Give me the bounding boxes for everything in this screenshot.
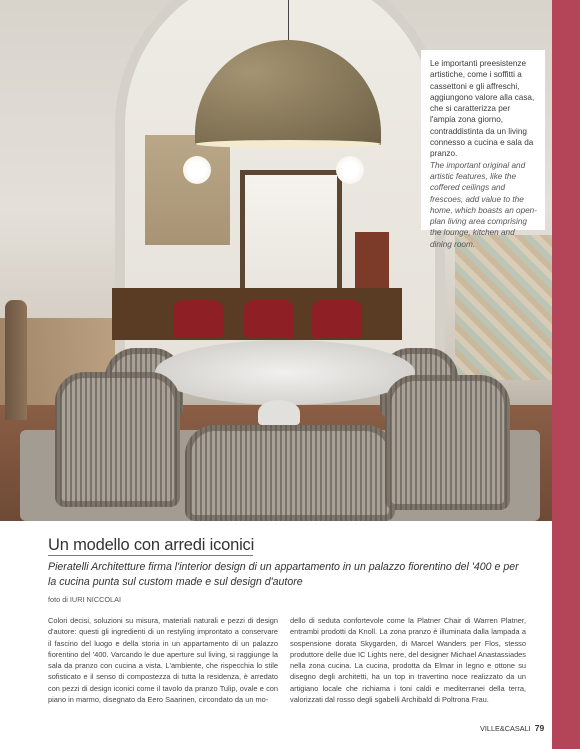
red-stool [244, 300, 294, 338]
pendant-lamp-rim [195, 140, 381, 148]
fresco-wall [455, 235, 552, 380]
photo-credit: foto di IURI NICCOLAI [48, 595, 121, 604]
sidebar-accent-bar [552, 0, 580, 749]
page-number: 79 [534, 723, 545, 733]
red-stool [173, 300, 223, 338]
globe-light [336, 156, 364, 184]
tulip-table [155, 340, 415, 405]
caption-italian: Le importanti preesistenze artistiche, come i soffitti a cassettoni e gli affreschi, aggiungono valore alla casa, che si caratterizza per l'ampia zona giorno, contraddistinta da un living connesso a cucina e sala da pranzo. [430, 59, 535, 159]
article-headline: Un modello con arredi iconici [48, 536, 255, 554]
article-standfirst: Pieratelli Architetture firma l'interior design di un appartamento in un palazzo fiorentino del '400 e per la cucina punta sul custom made e sul design d'autore [48, 561, 519, 588]
platner-chair [185, 425, 395, 521]
page-folio [480, 723, 544, 733]
kitchen-hood [145, 135, 230, 245]
kitchen-window [240, 170, 342, 295]
body-column-1: Colori decisi, soluzioni su misura, materiali naturali e pezzi di design d'autore: questi gli ingredienti di un restyling improntato a conservare il fascino del luogo e della storia in un appartamento di un palazzo fiorentino del '400. Varcando le due aperture sul living, si raggiunge la sala da pranzo con cucina a vista. L'ambiente, che rispecchia lo stile sofisticato e il senso di compostezza di tutta la residenza, è arredato con pezzi di design iconici come il tavolo da pranzo Tulip, ovale e con piano in marmo, disegnato da Eero Saarinen, circondato da un mo- [48, 616, 278, 705]
photo-caption [421, 50, 545, 249]
body-column-2: dello di seduta confortevole come la Platner Chair di Warren Platner, entrambi prodotti da Knoll. La zona pranzo è illuminata dalla lampada a sospensione dorata Skygarden, di Marcel Wanders per Flos, stesso produttore delle due IC Lights nere, del designer Michael Anastassiades nella zona cucina. La cucina, prodotta da Elmar in legno e ottone su disegno degli architetti, ha un top in travertino noce realizzato da un artigiano locale che richiama i toni caldi e mediterranei della terra, valorizzati dal rosso degli sgabelli Archibald di Poltrona Frau. [290, 616, 526, 705]
pendant-cable [288, 0, 289, 42]
caption-english: The important original and artistic features, like the coffered ceilings and frescoes, add value to the home, which boasts an open-plan living area comprising the lounge, kitchen and dining room. [430, 160, 537, 249]
platner-chair [55, 372, 180, 507]
magazine-name: VILLE&CASALI [480, 724, 531, 733]
red-niche [355, 232, 389, 294]
headline-underline [48, 555, 253, 556]
platner-chair [385, 375, 510, 510]
tulip-table-base [258, 400, 300, 425]
wooden-sculpture [5, 300, 27, 420]
globe-light [183, 156, 211, 184]
red-stool [312, 300, 362, 338]
